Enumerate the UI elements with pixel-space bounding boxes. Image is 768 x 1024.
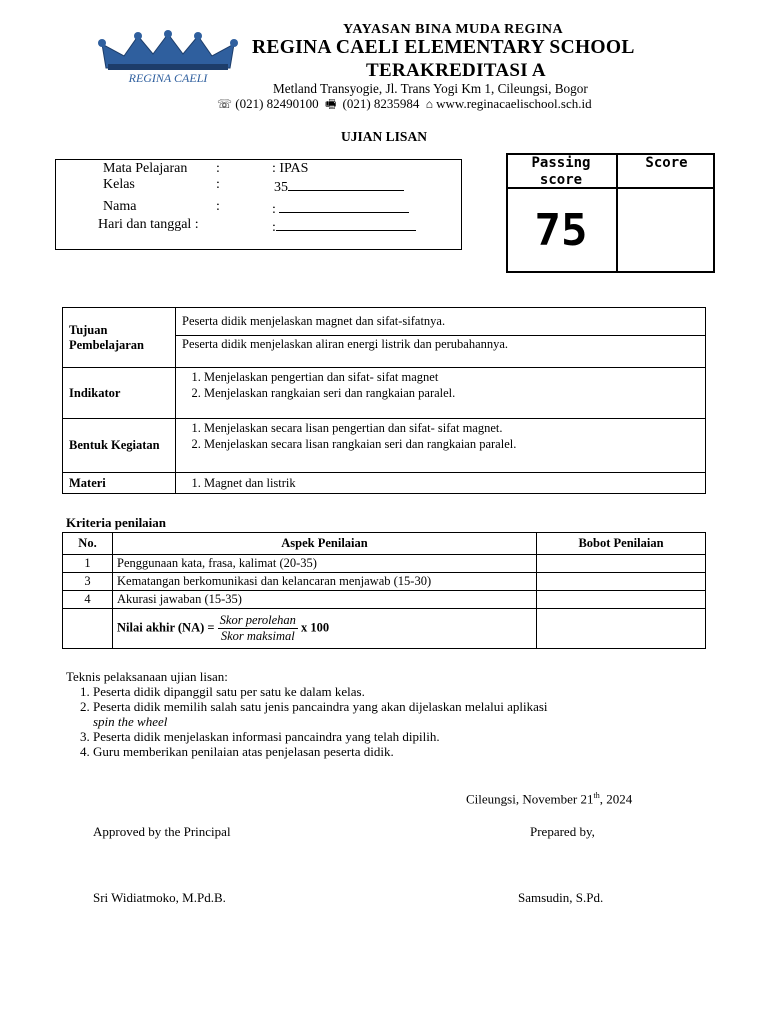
class-underline	[288, 177, 404, 191]
final-score-row	[63, 609, 706, 649]
list-item: 2. Menjelaskan secara lisan rangkaian seri dan rangkaian paralel.	[204, 436, 699, 452]
multiplier: x 100	[301, 620, 330, 635]
fraction-denominator: Skor maksimal	[220, 629, 295, 643]
student-info-box	[55, 159, 462, 250]
document-date: Cileungsi, November 21th, 2024	[466, 791, 633, 807]
list-item: 2. Peserta didik memilih salah satu jenis pancaindra yang akan dijelaskan melalui aplikasi spin the wheel	[93, 699, 686, 729]
kegiatan-cell	[176, 419, 706, 473]
subject-value: : IPAS	[272, 161, 309, 176]
indikator-cell	[176, 368, 706, 419]
table-row: 4 Akurasi jawaban (15-35)	[63, 591, 706, 609]
colon: :	[272, 202, 276, 217]
phone-number: (021) 82490100	[235, 96, 319, 111]
divider	[616, 153, 618, 273]
colon: :	[216, 199, 220, 214]
criteria-title: Kriteria penilaian	[66, 515, 167, 530]
phone-icon: ☏	[217, 97, 233, 111]
school-address: Metland Transyogie, Jl. Trans Yogi Km 1, Cileungsi, Bogor	[273, 81, 588, 96]
list-item: 2. Menjelaskan rangkaian seri dan rangkaian paralel.	[204, 385, 699, 401]
school-name: REGINA CAELI ELEMENTARY SCHOOL	[252, 37, 635, 58]
materi-label: Materi	[63, 473, 176, 494]
teacher-name: Samsudin, S.Pd.	[518, 890, 604, 905]
prepared-label: Prepared by,	[530, 824, 595, 839]
score-label: Score	[645, 155, 688, 171]
subject-label: Mata Pelajaran	[103, 161, 188, 176]
indikator-label: Indikator	[63, 368, 176, 419]
table-row: 1 Penggunaan kata, frasa, kalimat (20-35)	[63, 555, 706, 573]
foundation-name: YAYASAN BINA MUDA REGINA	[343, 22, 564, 37]
name-label: Nama	[103, 199, 137, 214]
final-score-field[interactable]	[537, 609, 706, 649]
tujuan-label: Tujuan Pembelajaran	[63, 308, 176, 368]
contact-line	[217, 95, 592, 116]
colon: :	[216, 161, 220, 176]
list-item: 1. Menjelaskan secara lisan pengertian dan sifat- sifat magnet.	[204, 420, 699, 436]
passing-score-label: Passing score	[531, 155, 591, 188]
tujuan-item: Peserta didik menjelaskan aliran energi listrik dan perubahannya.	[176, 336, 706, 368]
list-item: 1. Menjelaskan pengertian dan sifat- sifat magnet	[204, 369, 699, 385]
list-item: 4. Guru memberikan penilaian atas penjelasan peserta didik.	[93, 744, 686, 759]
class-label: Kelas	[103, 177, 135, 192]
list-item: 3. Peserta didik menjelaskan informasi pancaindra yang telah dipilih.	[93, 729, 686, 744]
kegiatan-label: Bentuk Kegiatan	[63, 419, 176, 473]
fax-icon: 🖷	[321, 97, 340, 111]
colon: :	[216, 177, 220, 192]
class-value: 35	[274, 180, 288, 195]
date-field[interactable]	[276, 217, 416, 231]
fraction-numerator: Skor perolehan	[219, 613, 296, 627]
learning-table	[62, 307, 706, 494]
list-item: 1. Peserta didik dipanggil satu per satu ke dalam kelas.	[93, 684, 686, 699]
svg-text:REGINA CAELI: REGINA CAELI	[128, 71, 208, 85]
tujuan-item: Peserta didik menjelaskan magnet dan sifat-sifatnya.	[176, 308, 706, 336]
technique-title: Teknis pelaksanaan ujian lisan:	[66, 669, 228, 684]
table-row: 3 Kematangan berkomunikasi dan kelancaran menjawab (15-30)	[63, 573, 706, 591]
passing-score-value: 75	[534, 205, 588, 256]
technique-section	[66, 669, 686, 759]
accreditation: TERAKREDITASI A	[366, 60, 546, 81]
column-header: Aspek Penilaian	[113, 533, 537, 555]
bobot-field[interactable]	[537, 591, 706, 609]
bobot-field[interactable]	[537, 573, 706, 591]
principal-name: Sri Widiatmoko, M.Pd.B.	[93, 890, 226, 905]
materi-cell	[176, 473, 706, 494]
final-score-label: Nilai akhir (NA) =	[117, 620, 215, 635]
web-icon: ⌂	[422, 97, 433, 111]
column-header: Bobot Penilaian	[537, 533, 706, 555]
fax-number: (021) 8235984	[342, 96, 420, 111]
page-title: UJIAN LISAN	[341, 129, 427, 144]
website: www.reginacaelischool.sch.id	[436, 96, 592, 111]
bobot-field[interactable]	[537, 555, 706, 573]
date-label: Hari dan tanggal :	[98, 217, 199, 232]
score-fraction	[218, 613, 298, 644]
approved-label: Approved by the Principal	[93, 824, 231, 839]
criteria-table	[62, 532, 706, 649]
column-header: No.	[63, 533, 113, 555]
name-field[interactable]	[279, 199, 409, 213]
list-item: 1. Magnet dan listrik	[204, 475, 699, 491]
colon: :	[272, 220, 276, 235]
school-logo	[98, 30, 238, 90]
